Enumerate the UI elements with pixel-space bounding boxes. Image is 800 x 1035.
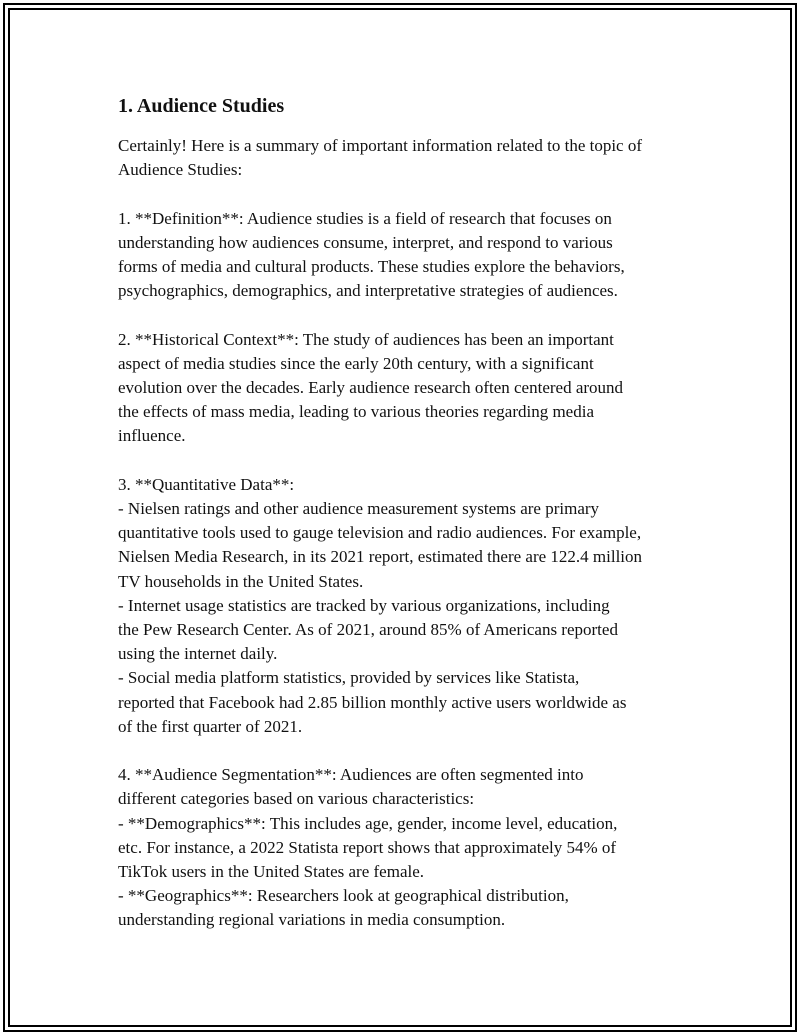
paragraph-spacer <box>118 303 698 327</box>
historical-context-paragraph: 2. **Historical Context**: The study of audiences has been an important aspect of media studies since the early 20th century, with a significant evolution over the decades. Early audience research often centered around the effects of mass media, leading to various theories regarding media influence. <box>118 329 624 446</box>
quantitative-data-title: 3. **Quantitative Data**: <box>118 474 295 494</box>
intro-paragraph: Certainly! Here is a summary of important information related to the topic of Audience Studies: <box>118 136 643 180</box>
paragraph-spacer <box>118 182 698 206</box>
segmentation-paragraph: 4. **Audience Segmentation**: Audiences are often segmented into different categories based on various characteristics: <box>118 765 584 809</box>
paragraph-spacer <box>118 739 698 763</box>
document-body <box>118 92 698 933</box>
definition-paragraph: 1. **Definition**: Audience studies is a field of research that focuses on understanding how audiences consume, interpret, and respond to various forms of media and cultural products. These studies explore the behaviors, psychographics, demographics, and interpretative strategies of audiences. <box>118 208 625 301</box>
social-media-bullet: - Social media platform statistics, provided by services like Statista, reported that Facebook had 2.85 billion monthly active users worldwide as of the first quarter of 2021. <box>118 668 627 736</box>
geographics-bullet: - **Geographics**: Researchers look at geographical distribution, understanding regional variations in media consumption. <box>118 886 569 930</box>
demographics-bullet: - **Demographics**: This includes age, gender, income level, education, etc. For instance, a 2022 Statista report shows that approximately 54% of TikTok users in the United States are female. <box>118 813 618 882</box>
section-heading: 1. Audience Studies <box>118 95 285 117</box>
internet-usage-bullet: - Internet usage statistics are tracked by various organizations, including the Pew Research Center. As of 2021, around 85% of Americans reported using the internet daily. <box>118 595 618 664</box>
paragraph-spacer <box>118 449 698 473</box>
nielsen-bullet: - Nielsen ratings and other audience measurement systems are primary quantitative tools used to gauge television and radio audiences. For example, Nielsen Media Research, in its 2021 report, estimated there are 122.4 million TV households in the United States. <box>118 499 643 591</box>
